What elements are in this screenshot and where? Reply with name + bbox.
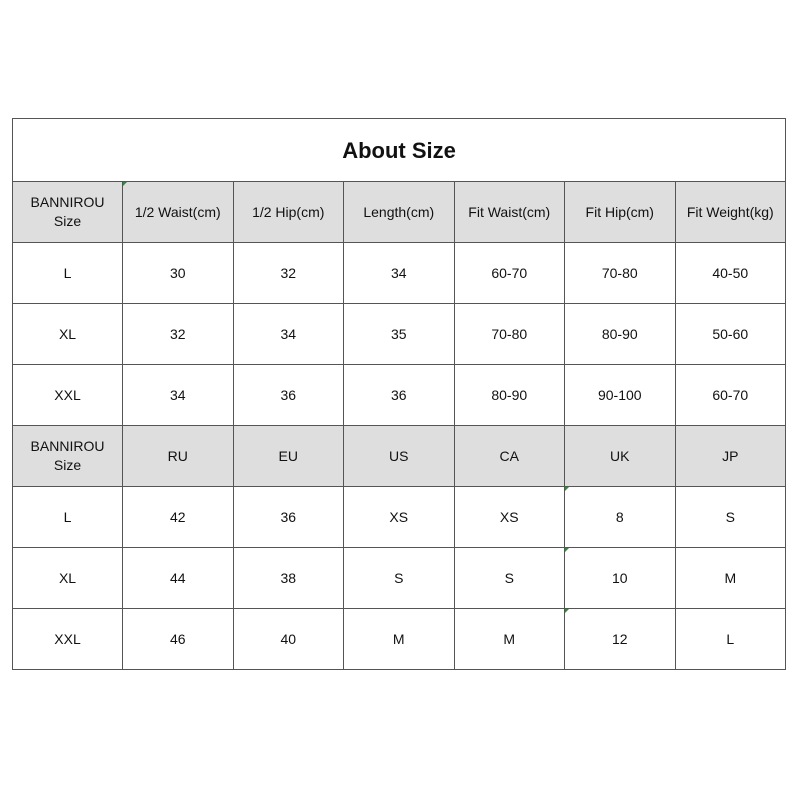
table-row <box>13 548 786 609</box>
column-header-cell: Fit Waist(cm) <box>454 182 565 243</box>
size-label-cell: XXL <box>13 365 123 426</box>
title-row <box>13 119 786 182</box>
table-cell: 46 <box>123 609 234 670</box>
size-label-cell: XXL <box>13 609 123 670</box>
table-cell: 34 <box>233 304 344 365</box>
table-cell: S <box>675 487 786 548</box>
column-header-cell: 1/2 Waist(cm) <box>123 182 234 243</box>
table-cell: S <box>454 548 565 609</box>
size-label-cell: XL <box>13 548 123 609</box>
table-cell: 12 <box>565 609 676 670</box>
size-header-cell: BANNIROU Size <box>13 182 123 243</box>
table-cell: 34 <box>344 243 455 304</box>
table-cell: 34 <box>123 365 234 426</box>
table-cell: 30 <box>123 243 234 304</box>
table-cell: S <box>344 548 455 609</box>
table-cell: 36 <box>233 365 344 426</box>
size-label-cell: L <box>13 243 123 304</box>
column-header-cell: RU <box>123 426 234 487</box>
table-cell: 36 <box>344 365 455 426</box>
table-row <box>13 243 786 304</box>
table-cell: 80-90 <box>454 365 565 426</box>
table-cell: 44 <box>123 548 234 609</box>
column-header-cell: Length(cm) <box>344 182 455 243</box>
table-cell: 36 <box>233 487 344 548</box>
table-cell: XS <box>454 487 565 548</box>
table-cell: 80-90 <box>565 304 676 365</box>
table-cell: 90-100 <box>565 365 676 426</box>
table-cell: M <box>344 609 455 670</box>
table-cell: M <box>675 548 786 609</box>
table-cell: M <box>454 609 565 670</box>
table-header-row <box>13 182 786 243</box>
column-header-cell: Fit Weight(kg) <box>675 182 786 243</box>
size-label-cell: XL <box>13 304 123 365</box>
table-cell: 38 <box>233 548 344 609</box>
column-header-cell: Fit Hip(cm) <box>565 182 676 243</box>
column-header-cell: EU <box>233 426 344 487</box>
column-header-cell: 1/2 Hip(cm) <box>233 182 344 243</box>
table-cell: 50-60 <box>675 304 786 365</box>
table-cell: L <box>675 609 786 670</box>
table-cell: 40-50 <box>675 243 786 304</box>
column-header-cell: CA <box>454 426 565 487</box>
page-title: About Size <box>13 119 786 182</box>
table-row <box>13 365 786 426</box>
table-cell: 32 <box>233 243 344 304</box>
table-cell: 70-80 <box>565 243 676 304</box>
size-label-cell: L <box>13 487 123 548</box>
column-header-cell: UK <box>565 426 676 487</box>
column-header-cell: JP <box>675 426 786 487</box>
table-cell: 35 <box>344 304 455 365</box>
column-header-cell: US <box>344 426 455 487</box>
size-header-cell: BANNIROU Size <box>13 426 123 487</box>
table-cell: XS <box>344 487 455 548</box>
table-header-row <box>13 426 786 487</box>
table-cell: 40 <box>233 609 344 670</box>
table-cell: 8 <box>565 487 676 548</box>
table-cell: 42 <box>123 487 234 548</box>
table-cell: 32 <box>123 304 234 365</box>
table-row <box>13 609 786 670</box>
table-cell: 10 <box>565 548 676 609</box>
size-chart-table <box>12 118 786 670</box>
table-cell: 70-80 <box>454 304 565 365</box>
table-cell: 60-70 <box>454 243 565 304</box>
table-cell: 60-70 <box>675 365 786 426</box>
table-row <box>13 304 786 365</box>
table-row <box>13 487 786 548</box>
